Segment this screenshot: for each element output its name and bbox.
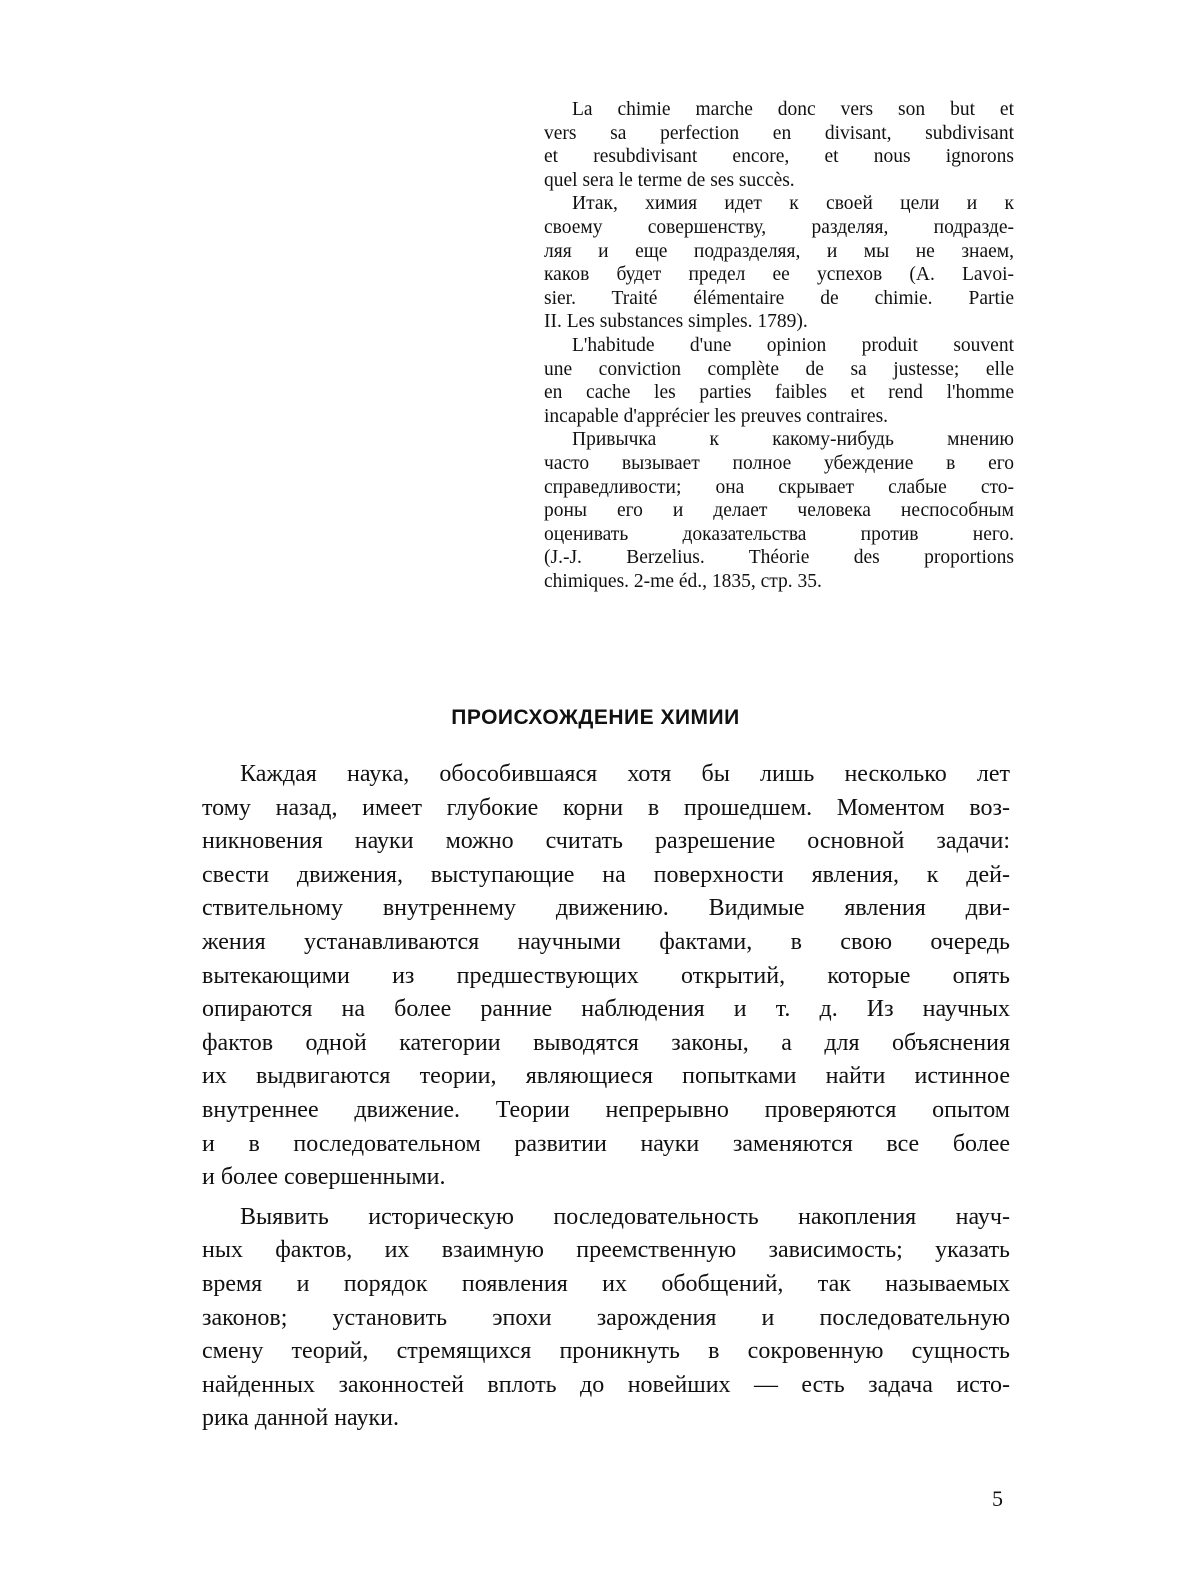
- epigraph-line: своему совершенству, разделяя, подразде-: [544, 216, 1014, 238]
- epigraph: [544, 98, 1014, 593]
- body-line: ствительному внутреннему движению. Видимые явления дви-: [202, 895, 1010, 922]
- epigraph-line: chimiques. 2-me éd., 1835, стр. 35.: [544, 570, 822, 592]
- epigraph-line: quel sera le terme de ses succès.: [544, 169, 795, 191]
- body-text: [202, 758, 1010, 1436]
- epigraph-line: справедливости; она скрывает слабые сто-: [544, 476, 1014, 498]
- body-line: фактов одной категории выводятся законы, а для объяснения: [202, 1029, 1010, 1056]
- epigraph-line: каков будет предел ее успехов (A. Lavoi-: [544, 264, 1014, 286]
- epigraph-line: La chimie marche donc vers son but et: [572, 99, 1014, 120]
- epigraph-french-berzelius: [544, 334, 1014, 428]
- body-line: жения устанавливаются научными фактами, в свою очередь: [202, 928, 1010, 955]
- epigraph-line: оценивать доказательства против него.: [544, 523, 1014, 545]
- body-line: опираются на более ранние наблюдения и т. д. Из научных: [202, 996, 1010, 1023]
- body-line: внутреннее движение. Теории непрерывно проверяются опытом: [202, 1096, 1010, 1123]
- paragraph: [202, 758, 1010, 1195]
- epigraph-line: часто вызывает полное убеждение в его: [544, 452, 1014, 474]
- body-line: найденных законностей вплоть до новейших — есть задача исто-: [202, 1371, 1010, 1398]
- epigraph-line: et resubdivisant encore, et nous ignorons: [544, 146, 1014, 168]
- page-number: 5: [992, 1486, 1003, 1511]
- section-heading: ПРОИСХОЖДЕНИЕ ХИМИИ: [451, 706, 740, 729]
- body-line: свести движения, выступающие на поверхности явления, к дей-: [202, 861, 1010, 888]
- epigraph-line: une conviction complète de sa justesse; elle: [544, 358, 1014, 380]
- body-line: смену теорий, стремящихся проникнуть в сокровенную сущность: [202, 1338, 1010, 1365]
- epigraph-line: vers sa perfection en divisant, subdivisant: [544, 122, 1014, 144]
- body-line: время и порядок появления их обобщений, так называемых: [202, 1270, 1010, 1297]
- paragraph: [202, 1201, 1010, 1436]
- body-line: законов; установить эпохи зарождения и последовательную: [202, 1304, 1010, 1331]
- body-line: их выдвигаются теории, являющиеся попытками найти истинное: [202, 1063, 1010, 1090]
- epigraph-line: (J.-J. Berzelius. Théorie des proportions: [544, 547, 1014, 569]
- body-line: ных фактов, их взаимную преемственную зависимость; указать: [202, 1237, 1010, 1264]
- epigraph-line: L'habitude d'une opinion produit souvent: [572, 334, 1014, 356]
- epigraph-line: incapable d'apprécier les preuves contraires.: [544, 405, 889, 427]
- body-line: и в последовательном развитии науки заменяются все более: [202, 1130, 1010, 1157]
- body-line: рика данной науки.: [202, 1405, 399, 1432]
- epigraph-line: en cache les parties faibles et rend l'homme: [544, 382, 1014, 404]
- epigraph-line: Итак, химия идет к своей цели и к: [572, 193, 1014, 215]
- body-line: вытекающими из предшествующих открытий, которые опять: [202, 962, 1010, 989]
- epigraph-line: II. Les substances simples. 1789).: [544, 311, 808, 333]
- epigraph-russian-berzelius: [544, 428, 1014, 593]
- epigraph-french-lavoisier: [544, 98, 1014, 192]
- epigraph-line: Привычка к какому-нибудь мнению: [572, 429, 1014, 451]
- body-line: Выявить историческую последовательность накопления науч-: [240, 1203, 1010, 1230]
- body-line: и более совершенными.: [202, 1164, 446, 1191]
- epigraph-russian-lavoisier: [544, 192, 1014, 334]
- epigraph-line: ляя и еще подразделяя, и мы не знаем,: [544, 240, 1014, 262]
- epigraph-line: роны его и делает человека неспособным: [544, 500, 1014, 522]
- body-line: тому назад, имеет глубокие корни в прошедшем. Моментом воз-: [202, 794, 1010, 821]
- epigraph-line: sier. Traité élémentaire de chimie. Partie: [544, 287, 1014, 309]
- body-line: никновения науки можно считать разрешение основной задачи:: [202, 828, 1010, 855]
- body-line: Каждая наука, обособившаяся хотя бы лишь несколько лет: [240, 761, 1010, 787]
